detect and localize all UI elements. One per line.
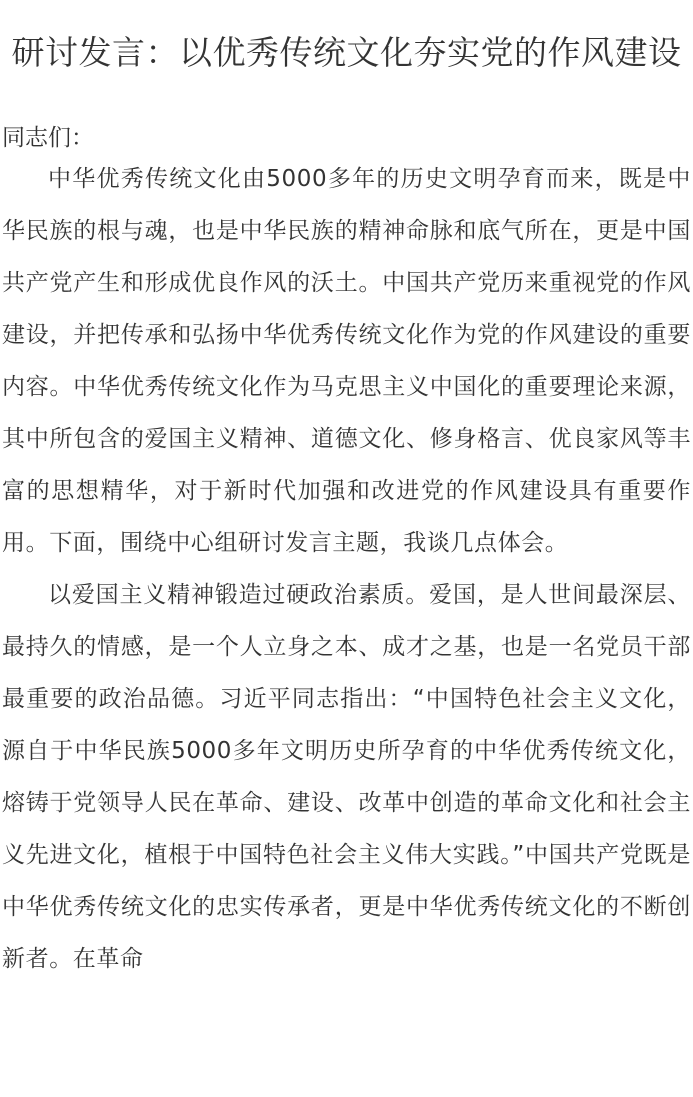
- article-title: 研讨发言：以优秀传统文化夯实党的作风建设: [11, 33, 682, 72]
- greeting: 同志们：: [2, 125, 94, 151]
- paragraph-1: 中华优秀传统文化由5000多年的历史文明孕育而来，既是中华民族的根与魂，也是中华民族的精神命脉和底气所在，更是中国共产党产生和形成优良作风的沃土。中国共产党历来重视党的作风建设，并把传承和弘扬中华优秀传统文化作为党的作风建设的重要内容。中华优秀传统文化作为马克思主义中国化的重要理论来源，其中所包含的爱国主义精神、道德文化、修身格言、优良家风等丰富的思想精华，对于新时代加强和改进党的作风建设具有重要作用。下面，围绕中心组研讨发言主题，我谈几点体会。: [2, 166, 691, 556]
- paragraph-2: 以爱国主义精神锻造过硬政治素质。爱国，是人世间最深层、最持久的情感，是一个人立身之本、成才之基，也是一名党员干部最重要的政治品德。习近平同志指出：“中国特色社会主义文化，源自于中华民族5000多年文明历史所孕育的中华优秀传统文化，熔铸于党领导人民在革命、建设、改革中创造的革命文化和社会主义先进文化，植根于中国特色社会主义伟大实践。”中国共产党既是中华优秀传统文化的忠实传承者，更是中华优秀传统文化的不断创新者。在革命: [2, 582, 691, 972]
